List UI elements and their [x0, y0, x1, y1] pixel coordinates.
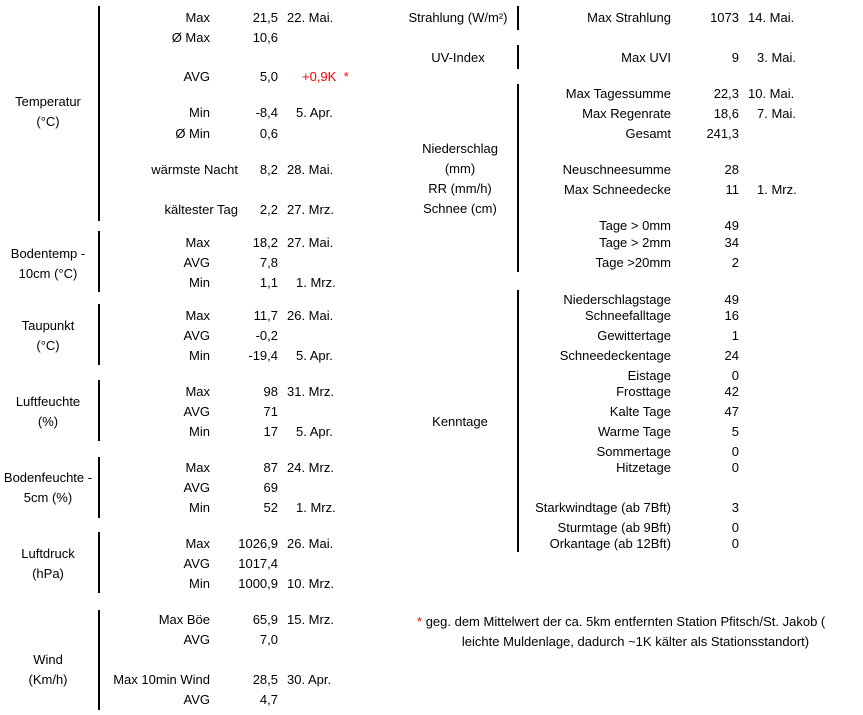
category-unit-mm: (mm)	[444, 161, 476, 176]
row-label: Starkwindtage (ab 7Bft)	[535, 500, 671, 515]
row-value: 98	[263, 384, 278, 399]
row-label: Ø Min	[175, 126, 210, 141]
row-label: Schneedeckentage	[559, 348, 671, 363]
row-value: 18,6	[713, 106, 739, 121]
row-value: -19,4	[248, 348, 278, 363]
row-label: Sturmtage (ab 9Bft)	[557, 520, 671, 535]
row-value: 4,7	[259, 692, 278, 707]
row-value: 1073	[710, 10, 739, 25]
category-label: Bodentemp -	[10, 246, 86, 261]
row-value: 49	[724, 218, 739, 233]
row-date: 27. Mai.	[287, 235, 334, 250]
row-value: 17	[263, 424, 278, 439]
category-label: Strahlung (W/m²)	[408, 10, 508, 25]
category-unit: (°C)	[36, 338, 60, 353]
row-label: Orkantage (ab 12Bft)	[549, 536, 671, 551]
row-value: 87	[263, 460, 278, 475]
row-value: 16	[724, 308, 739, 323]
row-value: 22,3	[713, 86, 739, 101]
row-label: Tage >20mm	[595, 255, 671, 270]
row-label: Max	[185, 308, 210, 323]
row-value: 42	[724, 384, 739, 399]
row-label: Max	[185, 235, 210, 250]
row-label: AVG	[183, 69, 210, 84]
category-bodenfeuchte	[0, 468, 96, 508]
row-value: -0,2	[255, 328, 278, 343]
row-value: 2	[731, 255, 739, 270]
row-date: 1. Mrz.	[296, 500, 336, 515]
row-label: Min	[189, 348, 210, 363]
row-date: 28. Mai.	[287, 162, 334, 177]
category-unit: 5cm (%)	[23, 490, 73, 505]
row-label: wärmste Nacht	[151, 162, 238, 177]
row-value: 10,6	[252, 30, 278, 45]
row-date: 10. Mai.	[748, 86, 795, 101]
row-date: 14. Mai.	[748, 10, 795, 25]
row-label: Min	[189, 424, 210, 439]
row-label: Max 10min Wind	[113, 672, 210, 687]
row-value: 1,1	[259, 275, 278, 290]
row-label: Tage > 2mm	[599, 235, 671, 250]
category-unit: (Km/h)	[28, 672, 68, 687]
row-value: 0	[731, 520, 739, 535]
category-niederschlag	[400, 139, 520, 219]
row-date: 5. Apr.	[296, 348, 333, 363]
row-date: 26. Mai.	[287, 536, 334, 551]
row-label: Max Tagessumme	[565, 86, 671, 101]
row-value: 49	[724, 292, 739, 307]
row-date: 7. Mai.	[757, 106, 797, 121]
anomaly-note: +0,9K *	[302, 69, 349, 84]
row-label: Max	[185, 10, 210, 25]
category-wind	[0, 650, 96, 690]
row-value: 21,5	[252, 10, 278, 25]
divider-wind	[98, 610, 100, 710]
category-label: Luftdruck	[21, 546, 75, 561]
row-value: 1017,4	[238, 556, 278, 571]
row-label: Frosttage	[616, 384, 671, 399]
row-label: Sommertage	[596, 444, 671, 459]
row-value: 0	[731, 536, 739, 551]
row-label: Max	[185, 384, 210, 399]
category-unit-schnee: Schnee (cm)	[423, 201, 497, 216]
divider-bodenfeuchte	[98, 457, 100, 518]
divider-bodentemp	[98, 231, 100, 292]
category-unit: (%)	[37, 414, 59, 429]
category-unit: (hPa)	[32, 566, 64, 581]
row-value: 69	[263, 480, 278, 495]
category-label: Taupunkt	[21, 318, 75, 333]
row-value: 3	[731, 500, 739, 515]
row-value: 11	[725, 182, 739, 197]
category-taupunkt	[0, 316, 96, 356]
row-label: Max UVI	[621, 50, 671, 65]
category-uv	[400, 48, 516, 68]
category-label: UV-Index	[431, 50, 485, 65]
row-date: 1. Mrz.	[757, 182, 797, 197]
category-luftfeuchte	[0, 392, 96, 432]
row-label: Ø Max	[171, 30, 210, 45]
row-label: Warme Tage	[598, 424, 671, 439]
row-value: 8,2	[259, 162, 278, 177]
row-label: kältester Tag	[164, 202, 238, 217]
row-value: 0	[731, 460, 739, 475]
divider-luftfeuchte	[98, 380, 100, 441]
row-date: 22. Mai.	[287, 10, 334, 25]
row-label: Max	[185, 536, 210, 551]
row-date: 3. Mai.	[757, 50, 797, 65]
row-label: AVG	[183, 328, 210, 343]
category-label: Luftfeuchte	[15, 394, 81, 409]
row-value: 241,3	[706, 126, 739, 141]
category-strahlung	[400, 8, 516, 28]
row-label: Tage > 0mm	[599, 218, 671, 233]
row-date: 24. Mrz.	[287, 460, 334, 475]
row-label: Min	[189, 500, 210, 515]
footnote-marker: *	[343, 69, 349, 84]
row-value: 1	[731, 328, 739, 343]
row-value: 7,0	[259, 632, 278, 647]
row-value: 24	[724, 348, 739, 363]
row-label: AVG	[183, 556, 210, 571]
category-label: Niederschlag	[422, 141, 498, 156]
row-label: Min	[189, 576, 210, 591]
row-label: AVG	[183, 480, 210, 495]
category-bodentemp	[0, 244, 96, 284]
row-date: 27. Mrz.	[287, 202, 334, 217]
row-date: 5. Apr.	[296, 424, 333, 439]
row-value: 52	[263, 500, 278, 515]
row-label: AVG	[183, 255, 210, 270]
row-label: Min	[189, 105, 210, 120]
row-value: 5	[731, 424, 739, 439]
row-date: 5. Apr.	[296, 105, 333, 120]
category-unit-rr: RR (mm/h)	[428, 181, 492, 196]
row-value: 2,2	[259, 202, 278, 217]
row-value: 47	[724, 404, 739, 419]
divider-temperatur	[98, 6, 100, 221]
divider-uv	[517, 45, 519, 69]
row-label: Niederschlagstage	[563, 292, 671, 307]
row-value: 0	[731, 444, 739, 459]
row-label: Max Regenrate	[582, 106, 671, 121]
row-date: 31. Mrz.	[287, 384, 334, 399]
footnote-line-1: * geg. dem Mittelwert der ca. 5km entfernten Station Pfitsch/St. Jakob (	[417, 614, 826, 629]
row-label: Eistage	[627, 368, 671, 383]
divider-strahlung	[517, 6, 519, 30]
row-label: Hitzetage	[616, 460, 671, 475]
category-label: Kenntage	[432, 414, 488, 429]
row-value: 1000,9	[238, 576, 278, 591]
row-label: Max	[185, 460, 210, 475]
row-value: 71	[263, 404, 278, 419]
row-value: 34	[724, 235, 739, 250]
row-value: 18,2	[252, 235, 278, 250]
row-label: Max Schneedecke	[564, 182, 671, 197]
row-date: 1. Mrz.	[296, 275, 336, 290]
row-label: AVG	[183, 404, 210, 419]
row-value: 11,7	[253, 308, 278, 323]
category-label: Temperatur	[15, 94, 81, 109]
category-temperatur	[0, 92, 96, 132]
footnote-line-2: leichte Muldenlage, dadurch ~1K kälter als Stationsstandort)	[461, 634, 810, 649]
row-value: 9	[731, 50, 739, 65]
row-label: Max Böe	[158, 612, 210, 627]
row-date: 10. Mrz.	[287, 576, 334, 591]
row-value: 65,9	[252, 612, 278, 627]
category-unit: (°C)	[36, 114, 60, 129]
row-date: 30. Apr.	[287, 672, 332, 687]
category-kenntage	[400, 412, 520, 432]
row-value: 5,0	[259, 69, 278, 84]
row-date: 26. Mai.	[287, 308, 334, 323]
category-label: Bodenfeuchte -	[3, 470, 93, 485]
row-label: Gesamt	[625, 126, 671, 141]
row-value: 7,8	[259, 255, 278, 270]
row-label: AVG	[183, 632, 210, 647]
row-value: 1026,9	[238, 536, 278, 551]
row-label: Kalte Tage	[609, 404, 671, 419]
row-value: 0	[731, 368, 739, 383]
row-label: Gewittertage	[597, 328, 671, 343]
category-label: Wind	[33, 652, 63, 667]
row-label: Max Strahlung	[587, 10, 671, 25]
category-unit: 10cm (°C)	[18, 266, 78, 281]
row-label: Neuschneesumme	[562, 162, 671, 177]
row-value: 28,5	[252, 672, 278, 687]
row-value: 0,6	[259, 126, 278, 141]
row-label: Min	[189, 275, 210, 290]
row-label: Schneefalltage	[584, 308, 671, 323]
row-value: -8,4	[255, 105, 278, 120]
divider-luftdruck	[98, 532, 100, 593]
row-label: AVG	[183, 692, 210, 707]
footnote-marker: *	[417, 614, 423, 629]
row-value: 28	[724, 162, 739, 177]
divider-taupunkt	[98, 304, 100, 365]
row-date: 15. Mrz.	[287, 612, 334, 627]
category-luftdruck	[0, 544, 96, 584]
